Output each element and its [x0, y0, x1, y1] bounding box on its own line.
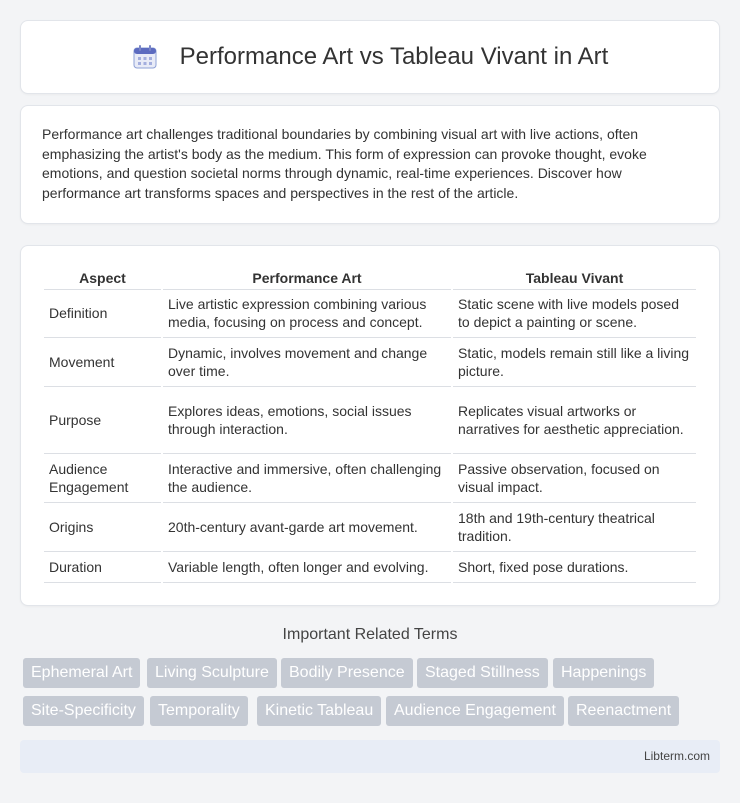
cell-performance-art: Dynamic, involves movement and change over time.	[163, 338, 451, 387]
table-row	[44, 503, 696, 552]
cell-performance-art: Interactive and immersive, often challenging the audience.	[163, 454, 451, 503]
tag-site-specificity[interactable]: Site-Specificity	[23, 696, 144, 726]
cell-tableau-vivant: Short, fixed pose durations.	[453, 552, 696, 583]
cell-aspect: Duration	[44, 552, 161, 583]
title-card	[20, 20, 720, 94]
comparison-card	[20, 245, 720, 606]
intro-text: Performance art challenges traditional boundaries by combining visual art with live actions, often emphasizing the artist's body as the medium. This form of expression can provoke thought, evoke emotions, and question societal norms through dynamic, real-time experiences. Discover how performance art transforms spaces and perspectives in the rest of the article.	[42, 126, 647, 201]
tag-ephemeral-art[interactable]: Ephemeral Art	[23, 658, 140, 688]
page-title: Performance Art vs Tableau Vivant in Art	[179, 43, 609, 70]
cell-performance-art: Explores ideas, emotions, social issues through interaction.	[163, 387, 451, 454]
calendar-icon	[132, 44, 158, 70]
header-aspect: Aspect	[44, 267, 161, 290]
tag-living-sculpture[interactable]: Living Sculpture	[147, 658, 277, 688]
tag-kinetic-tableau[interactable]: Kinetic Tableau	[257, 696, 381, 726]
tag-reenactment[interactable]: Reenactment	[568, 696, 679, 726]
intro-card	[20, 105, 720, 224]
table-row	[44, 338, 696, 387]
cell-aspect: Audience Engagement	[44, 454, 161, 503]
cell-aspect: Definition	[44, 290, 161, 338]
tag-happenings[interactable]: Happenings	[553, 658, 654, 688]
cell-aspect: Movement	[44, 338, 161, 387]
related-terms-title: Important Related Terms	[282, 626, 458, 643]
table-header-row	[44, 267, 696, 290]
header-tableau-vivant: Tableau Vivant	[453, 267, 696, 290]
cell-aspect: Origins	[44, 503, 161, 552]
cell-tableau-vivant: Passive observation, focused on visual impact.	[453, 454, 696, 503]
cell-performance-art: Variable length, often longer and evolving.	[163, 552, 451, 583]
table-row	[44, 552, 696, 583]
tag-temporality[interactable]: Temporality	[150, 696, 248, 726]
table-row	[44, 290, 696, 338]
table-row	[44, 454, 696, 503]
footer	[20, 740, 720, 773]
header-performance-art: Performance Art	[163, 267, 451, 290]
cell-tableau-vivant: Static, models remain still like a living picture.	[453, 338, 696, 387]
comparison-table	[42, 267, 698, 583]
tag-staged-stillness[interactable]: Staged Stillness	[417, 658, 548, 688]
cell-performance-art: 20th-century avant-garde art movement.	[163, 503, 451, 552]
footer-site-link[interactable]: Libterm.com	[643, 749, 710, 763]
cell-tableau-vivant: Replicates visual artworks or narratives for aesthetic appreciation.	[453, 387, 696, 454]
tag-bodily-presence[interactable]: Bodily Presence	[281, 658, 413, 688]
tag-audience-engagement[interactable]: Audience Engagement	[386, 696, 564, 726]
table-row	[44, 387, 696, 454]
cell-tableau-vivant: 18th and 19th-century theatrical tradition.	[453, 503, 696, 552]
cell-tableau-vivant: Static scene with live models posed to depict a painting or scene.	[453, 290, 696, 338]
cell-performance-art: Live artistic expression combining various media, focusing on process and concept.	[163, 290, 451, 338]
cell-aspect: Purpose	[44, 387, 161, 454]
